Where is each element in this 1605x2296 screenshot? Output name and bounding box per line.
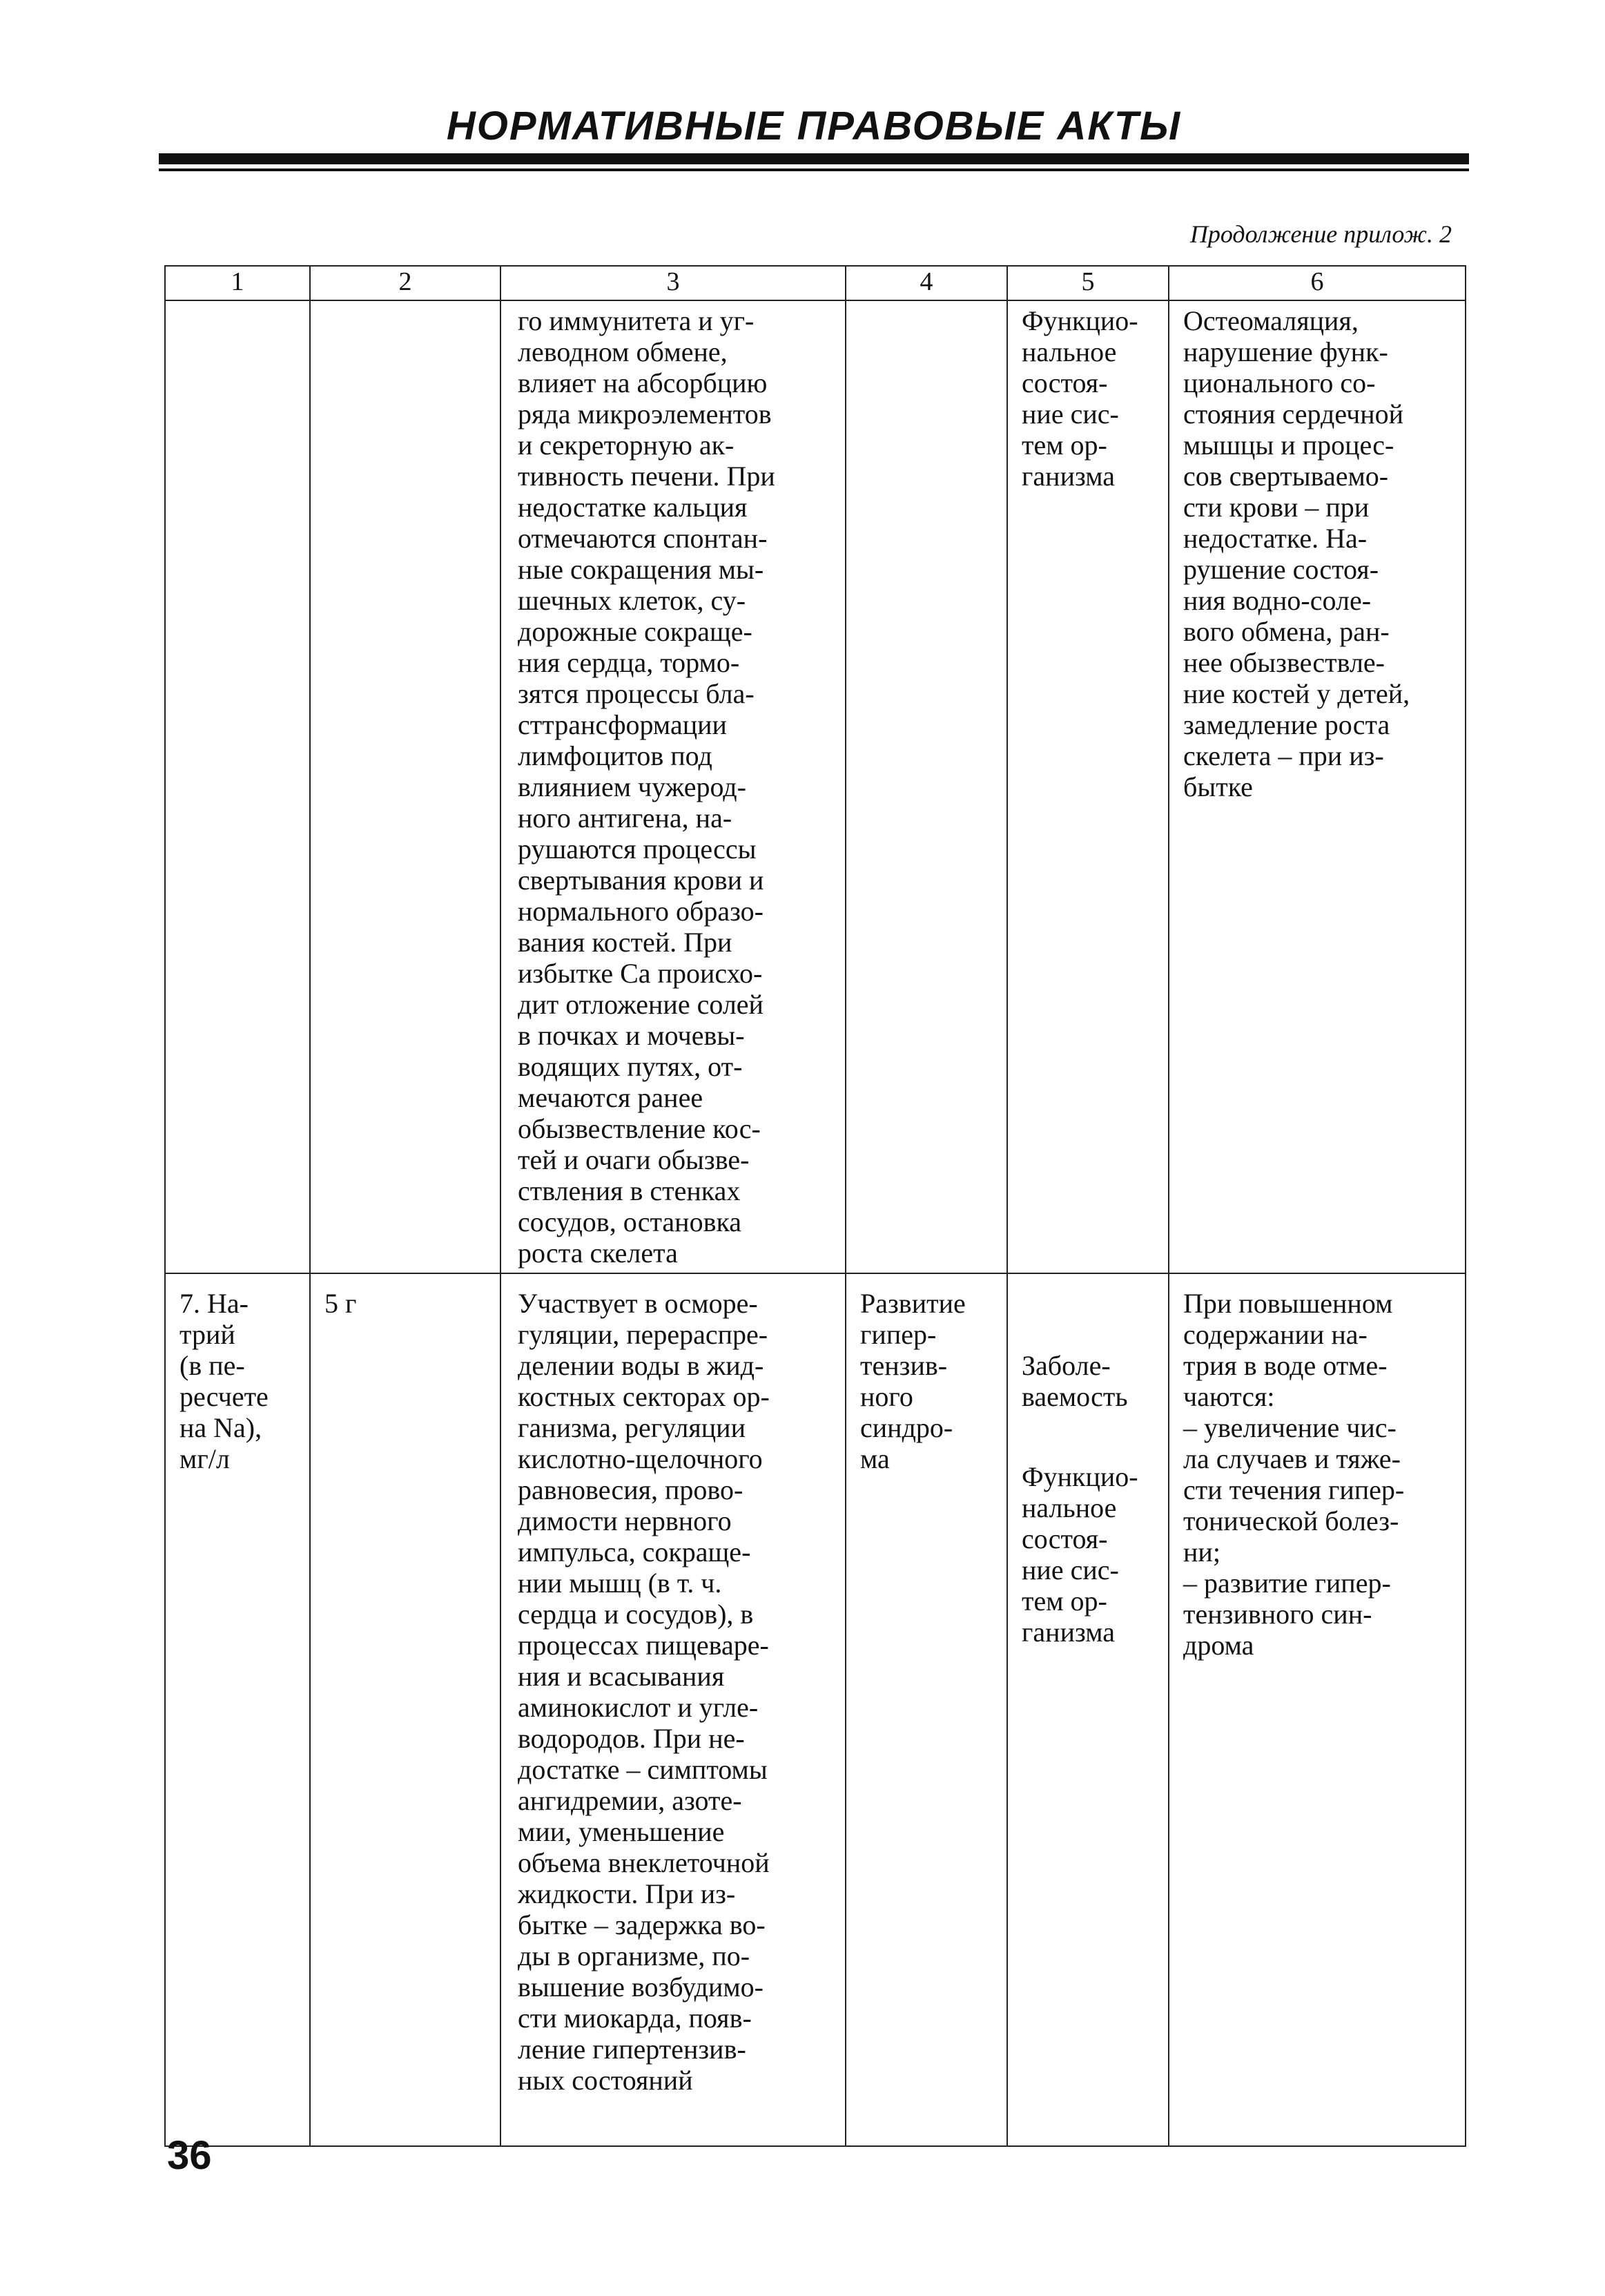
cell-spacer (1008, 1416, 1168, 1447)
table-cell (165, 1273, 310, 2146)
header-rule-thick (159, 153, 1469, 164)
continuation-note: Продолжение прилож. 2 (1189, 220, 1452, 248)
table-cell (500, 1273, 846, 2146)
effect-text (846, 301, 1006, 309)
table-row (165, 1273, 1466, 2146)
table-cell (165, 300, 310, 1273)
table-cell (1007, 1273, 1169, 2146)
consequence-text: При повышенном содержании на- трия в воде отме- чаются: – увеличение чис- ла случаев и тяже- сти течения гипер- тонической болез- ни; – развитие гипер- тензивного син- дрома (1183, 1288, 1405, 1661)
column-header: 4 (846, 266, 1007, 300)
description-text: го иммунитета и уг- леводном обмене, влияет на абсорбцию ряда микроэлементов и секреторную ак- тивность печени. При недостатке кальция отмечаются спонтан- ные сокращения мы- шечных клеток, су- дорожные сокраще- ния сердца, тормо- зятся процессы бла- сттрансформации лимфоцитов под влиянием чужерод- ного антигена, на- рушаются процессы свертывания крови и нормального образо- вания костей. При избытке Са происхо- дит отложение солей в почках и мочевы- водящих путях, от- мечаются ранее обызвествление кос- тей и очаги обызве- ствления в стенках сосудов, остановка роста скелета (518, 305, 775, 1268)
table-cell (1007, 300, 1169, 1273)
header-rule-thin (159, 168, 1469, 171)
column-header: 5 (1007, 266, 1169, 300)
table-cell (1169, 300, 1466, 1273)
criterion-text: Функцио- нальное состоя- ние сис- тем ор- ганизма (1022, 305, 1138, 492)
page-number: 36 (167, 2133, 212, 2178)
indicator-text: 7. На- трий (в пе- ресчете на Na), мг/л (179, 1288, 269, 1474)
norm-value: 5 г (324, 1288, 357, 1319)
table-cell (846, 1273, 1007, 2146)
criterion-text: Заболе- ваемость (1022, 1350, 1128, 1412)
norm-value (311, 301, 500, 309)
table-header-row (165, 266, 1466, 300)
table-cell (310, 1273, 500, 2146)
column-header: 2 (310, 266, 500, 300)
cell-spacer (1008, 1274, 1168, 1305)
column-header: 3 (500, 266, 846, 300)
table-row (165, 300, 1466, 1273)
criterion-text-secondary (1008, 496, 1168, 504)
page-header-title: НОРМАТИВНЫЕ ПРАВОВЫЕ АКТЫ (446, 104, 1182, 148)
description-text: Участвует в осморе- гуляции, перераспре- делении воды в жид- костных секторах ор- ганизма, регуляции кислотно-щелочного равновесия, прово- димости нервного импульса, сокраще- нии мышц (в т. ч. сердца и сосудов), в процессах пищеваре- ния и всасывания аминокислот и угле- водородов. При не- достатке – симптомы ангидремии, азоте- мии, уменьшение объема внеклеточной жидкости. При из- бытке – задержка во- ды в организме, по- вышение возбудимо- сти миокарда, появ- ление гипертензив- ных состояний (518, 1288, 770, 2096)
table-cell (846, 300, 1007, 1273)
table-cell (1169, 1273, 1466, 2146)
consequence-text: Остеомаляция, нарушение функ- ционального со- стояния сердечной мышцы и процес- сов свертываемо- сти крови – при недостатке. На- рушение состоя- ния водно-соле- вого обмена, ран- нее обызвествле- ние костей у детей, замедление роста скелета – при из- бытке (1183, 305, 1410, 802)
norms-table (164, 265, 1466, 2147)
column-header: 1 (165, 266, 310, 300)
column-header: 6 (1169, 266, 1466, 300)
effect-text: Развитие гипер- тензив- ного синдро- ма (860, 1288, 966, 1474)
indicator-text (166, 301, 309, 309)
criterion-text-secondary: Функцио- нальное состоя- ние сис- тем ор- ганизма (1022, 1461, 1138, 1648)
table-cell (310, 300, 500, 1273)
table-cell (500, 300, 846, 1273)
cell-spacer (1008, 1305, 1168, 1336)
